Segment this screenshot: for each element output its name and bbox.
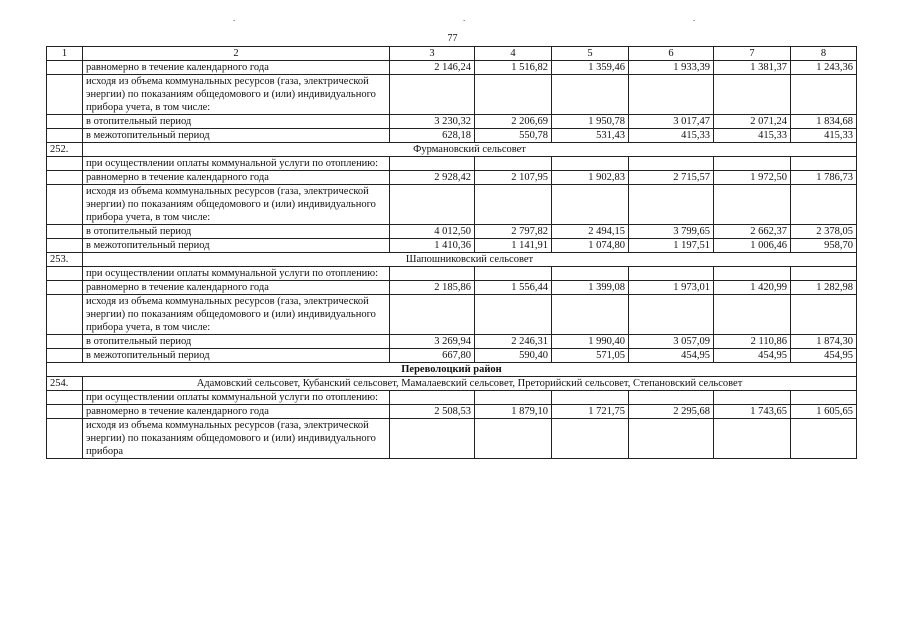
table-row [47,419,857,459]
value-cell: 1 879,10 [475,405,552,419]
section-number: 252. [47,143,83,157]
header-cell: 7 [714,47,791,61]
value-cell [390,267,475,281]
value-cell [629,267,714,281]
header-cell: 4 [475,47,552,61]
value-cell [552,157,629,171]
section-title: Фурмановский сельсовет [83,143,857,157]
table-row [47,129,857,143]
value-cell [714,267,791,281]
scan-dot: . [693,13,696,23]
value-cell: 1 973,01 [629,281,714,295]
value-cell [714,419,791,459]
scan-dot: . [233,13,236,23]
row-index-cell [47,419,83,459]
value-cell [791,391,857,405]
value-cell: 2 246,31 [475,335,552,349]
value-cell [791,185,857,225]
value-cell: 1 141,91 [475,239,552,253]
row-label: в межотопительный период [83,129,390,143]
value-cell: 1 410,36 [390,239,475,253]
table-row [47,171,857,185]
value-cell [629,157,714,171]
row-index-cell [47,281,83,295]
value-cell [475,419,552,459]
row-index-cell [47,61,83,75]
district-row [47,363,857,377]
value-cell: 454,95 [629,349,714,363]
row-label: в межотопительный период [83,239,390,253]
value-cell: 3 017,47 [629,115,714,129]
value-cell: 1 972,50 [714,171,791,185]
value-cell: 958,70 [791,239,857,253]
row-index-cell [47,185,83,225]
value-cell [791,267,857,281]
value-cell [390,419,475,459]
row-index-cell [47,129,83,143]
row-index-cell [47,157,83,171]
value-cell: 1 074,80 [552,239,629,253]
value-cell: 550,78 [475,129,552,143]
row-index-cell [47,75,83,115]
value-cell: 531,43 [552,129,629,143]
value-cell: 1 399,08 [552,281,629,295]
section-number: 254. [47,377,83,391]
value-cell: 4 012,50 [390,225,475,239]
header-cell: 8 [791,47,857,61]
value-cell: 2 928,42 [390,171,475,185]
value-cell: 3 269,94 [390,335,475,349]
row-label: исходя из объема коммунальных ресурсов (газа, электрической энергии) по показаниям общедомового и (или) индивидуального прибора учета, в том числе: [83,295,390,335]
district-title: Переволоцкий район [47,363,857,377]
page-number: 77 [447,33,458,44]
section-row [47,253,857,267]
header-cell: 1 [47,47,83,61]
value-cell: 1 359,46 [552,61,629,75]
row-label: исходя из объема коммунальных ресурсов (газа, электрической энергии) по показаниям общедомового и (или) индивидуального прибора учета, в том числе: [83,185,390,225]
value-cell: 3 230,32 [390,115,475,129]
row-index-cell [47,295,83,335]
row-label: равномерно в течение календарного года [83,405,390,419]
value-cell: 1 743,65 [714,405,791,419]
table-row [47,185,857,225]
table-row [47,75,857,115]
value-cell: 1 933,39 [629,61,714,75]
table-row [47,225,857,239]
value-cell [390,295,475,335]
value-cell: 628,18 [390,129,475,143]
table-body [47,47,857,459]
value-cell [475,75,552,115]
value-cell [791,295,857,335]
table-row [47,267,857,281]
value-cell [714,157,791,171]
row-label: равномерно в течение календарного года [83,61,390,75]
value-cell: 571,05 [552,349,629,363]
value-cell: 1 420,99 [714,281,791,295]
row-index-cell [47,349,83,363]
row-label: равномерно в течение календарного года [83,281,390,295]
value-cell: 2 378,05 [791,225,857,239]
value-cell: 1 243,36 [791,61,857,75]
table-row [47,295,857,335]
value-cell: 2 494,15 [552,225,629,239]
value-cell: 1 282,98 [791,281,857,295]
row-label: в отопительный период [83,225,390,239]
value-cell [552,185,629,225]
table-row [47,281,857,295]
row-index-cell [47,239,83,253]
value-cell [629,185,714,225]
row-label: в межотопительный период [83,349,390,363]
row-index-cell [47,405,83,419]
value-cell [390,157,475,171]
value-cell: 415,33 [629,129,714,143]
value-cell: 2 295,68 [629,405,714,419]
row-label: при осуществлении оплаты коммунальной услуги по отоплению: [83,267,390,281]
value-cell: 2 185,86 [390,281,475,295]
section-number: 253. [47,253,83,267]
header-cell: 6 [629,47,714,61]
value-cell: 1 381,37 [714,61,791,75]
value-cell: 1 950,78 [552,115,629,129]
value-cell: 2 146,24 [390,61,475,75]
value-cell: 1 874,30 [791,335,857,349]
value-cell [714,295,791,335]
value-cell [552,419,629,459]
value-cell: 2 206,69 [475,115,552,129]
scan-dot: . [463,13,466,23]
value-cell: 3 799,65 [629,225,714,239]
table-row [47,239,857,253]
row-label: исходя из объема коммунальных ресурсов (газа, электрической энергии) по показаниям общедомового и (или) индивидуального прибора [83,419,390,459]
header-cell: 2 [83,47,390,61]
row-index-cell [47,335,83,349]
row-label: исходя из объема коммунальных ресурсов (газа, электрической энергии) по показаниям общедомового и (или) индивидуального прибора учета, в том числе: [83,75,390,115]
value-cell [475,185,552,225]
section-title: Шапошниковский сельсовет [83,253,857,267]
value-cell [475,295,552,335]
value-cell: 667,80 [390,349,475,363]
table-row [47,157,857,171]
value-cell: 415,33 [714,129,791,143]
value-cell: 415,33 [791,129,857,143]
value-cell [552,267,629,281]
value-cell [714,75,791,115]
value-cell: 1 556,44 [475,281,552,295]
value-cell: 1 605,65 [791,405,857,419]
header-row [47,47,857,61]
value-cell [475,267,552,281]
value-cell: 2 107,95 [475,171,552,185]
row-index-cell [47,391,83,405]
value-cell [475,157,552,171]
value-cell: 1 197,51 [629,239,714,253]
value-cell: 1 990,40 [552,335,629,349]
value-cell: 3 057,09 [629,335,714,349]
value-cell [390,185,475,225]
row-label: при осуществлении оплаты коммунальной услуги по отоплению: [83,157,390,171]
table-row [47,391,857,405]
value-cell [629,295,714,335]
row-index-cell [47,115,83,129]
row-label: равномерно в течение календарного года [83,171,390,185]
value-cell: 2 715,57 [629,171,714,185]
value-cell: 1 834,68 [791,115,857,129]
row-label: при осуществлении оплаты коммунальной услуги по отоплению: [83,391,390,405]
value-cell: 2 110,86 [714,335,791,349]
table-row [47,115,857,129]
row-index-cell [47,225,83,239]
table-row [47,61,857,75]
section-row [47,143,857,157]
value-cell [629,391,714,405]
value-cell: 2 071,24 [714,115,791,129]
value-cell [629,419,714,459]
value-cell: 1 721,75 [552,405,629,419]
section-row [47,377,857,391]
value-cell [390,391,475,405]
row-index-cell [47,171,83,185]
value-cell: 590,40 [475,349,552,363]
row-label: в отопительный период [83,335,390,349]
table-row [47,335,857,349]
value-cell: 454,95 [791,349,857,363]
section-title: Адамовский сельсовет, Кубанский сельсовет, Мамалаевский сельсовет, Преторийский сельсовет, Степановский сельсовет [83,377,857,391]
row-index-cell [47,267,83,281]
value-cell [791,75,857,115]
value-cell [475,391,552,405]
value-cell [629,75,714,115]
value-cell [552,295,629,335]
table-row [47,405,857,419]
value-cell [552,391,629,405]
value-cell: 1 786,73 [791,171,857,185]
value-cell [390,75,475,115]
value-cell: 2 662,37 [714,225,791,239]
table-row [47,349,857,363]
value-cell: 454,95 [714,349,791,363]
value-cell [791,419,857,459]
tariff-table [46,46,857,459]
header-cell: 5 [552,47,629,61]
value-cell: 1 006,46 [714,239,791,253]
value-cell: 2 797,82 [475,225,552,239]
value-cell: 1 516,82 [475,61,552,75]
header-cell: 3 [390,47,475,61]
row-label: в отопительный период [83,115,390,129]
value-cell [552,75,629,115]
value-cell [791,157,857,171]
value-cell: 2 508,53 [390,405,475,419]
value-cell: 1 902,83 [552,171,629,185]
value-cell [714,391,791,405]
value-cell [714,185,791,225]
